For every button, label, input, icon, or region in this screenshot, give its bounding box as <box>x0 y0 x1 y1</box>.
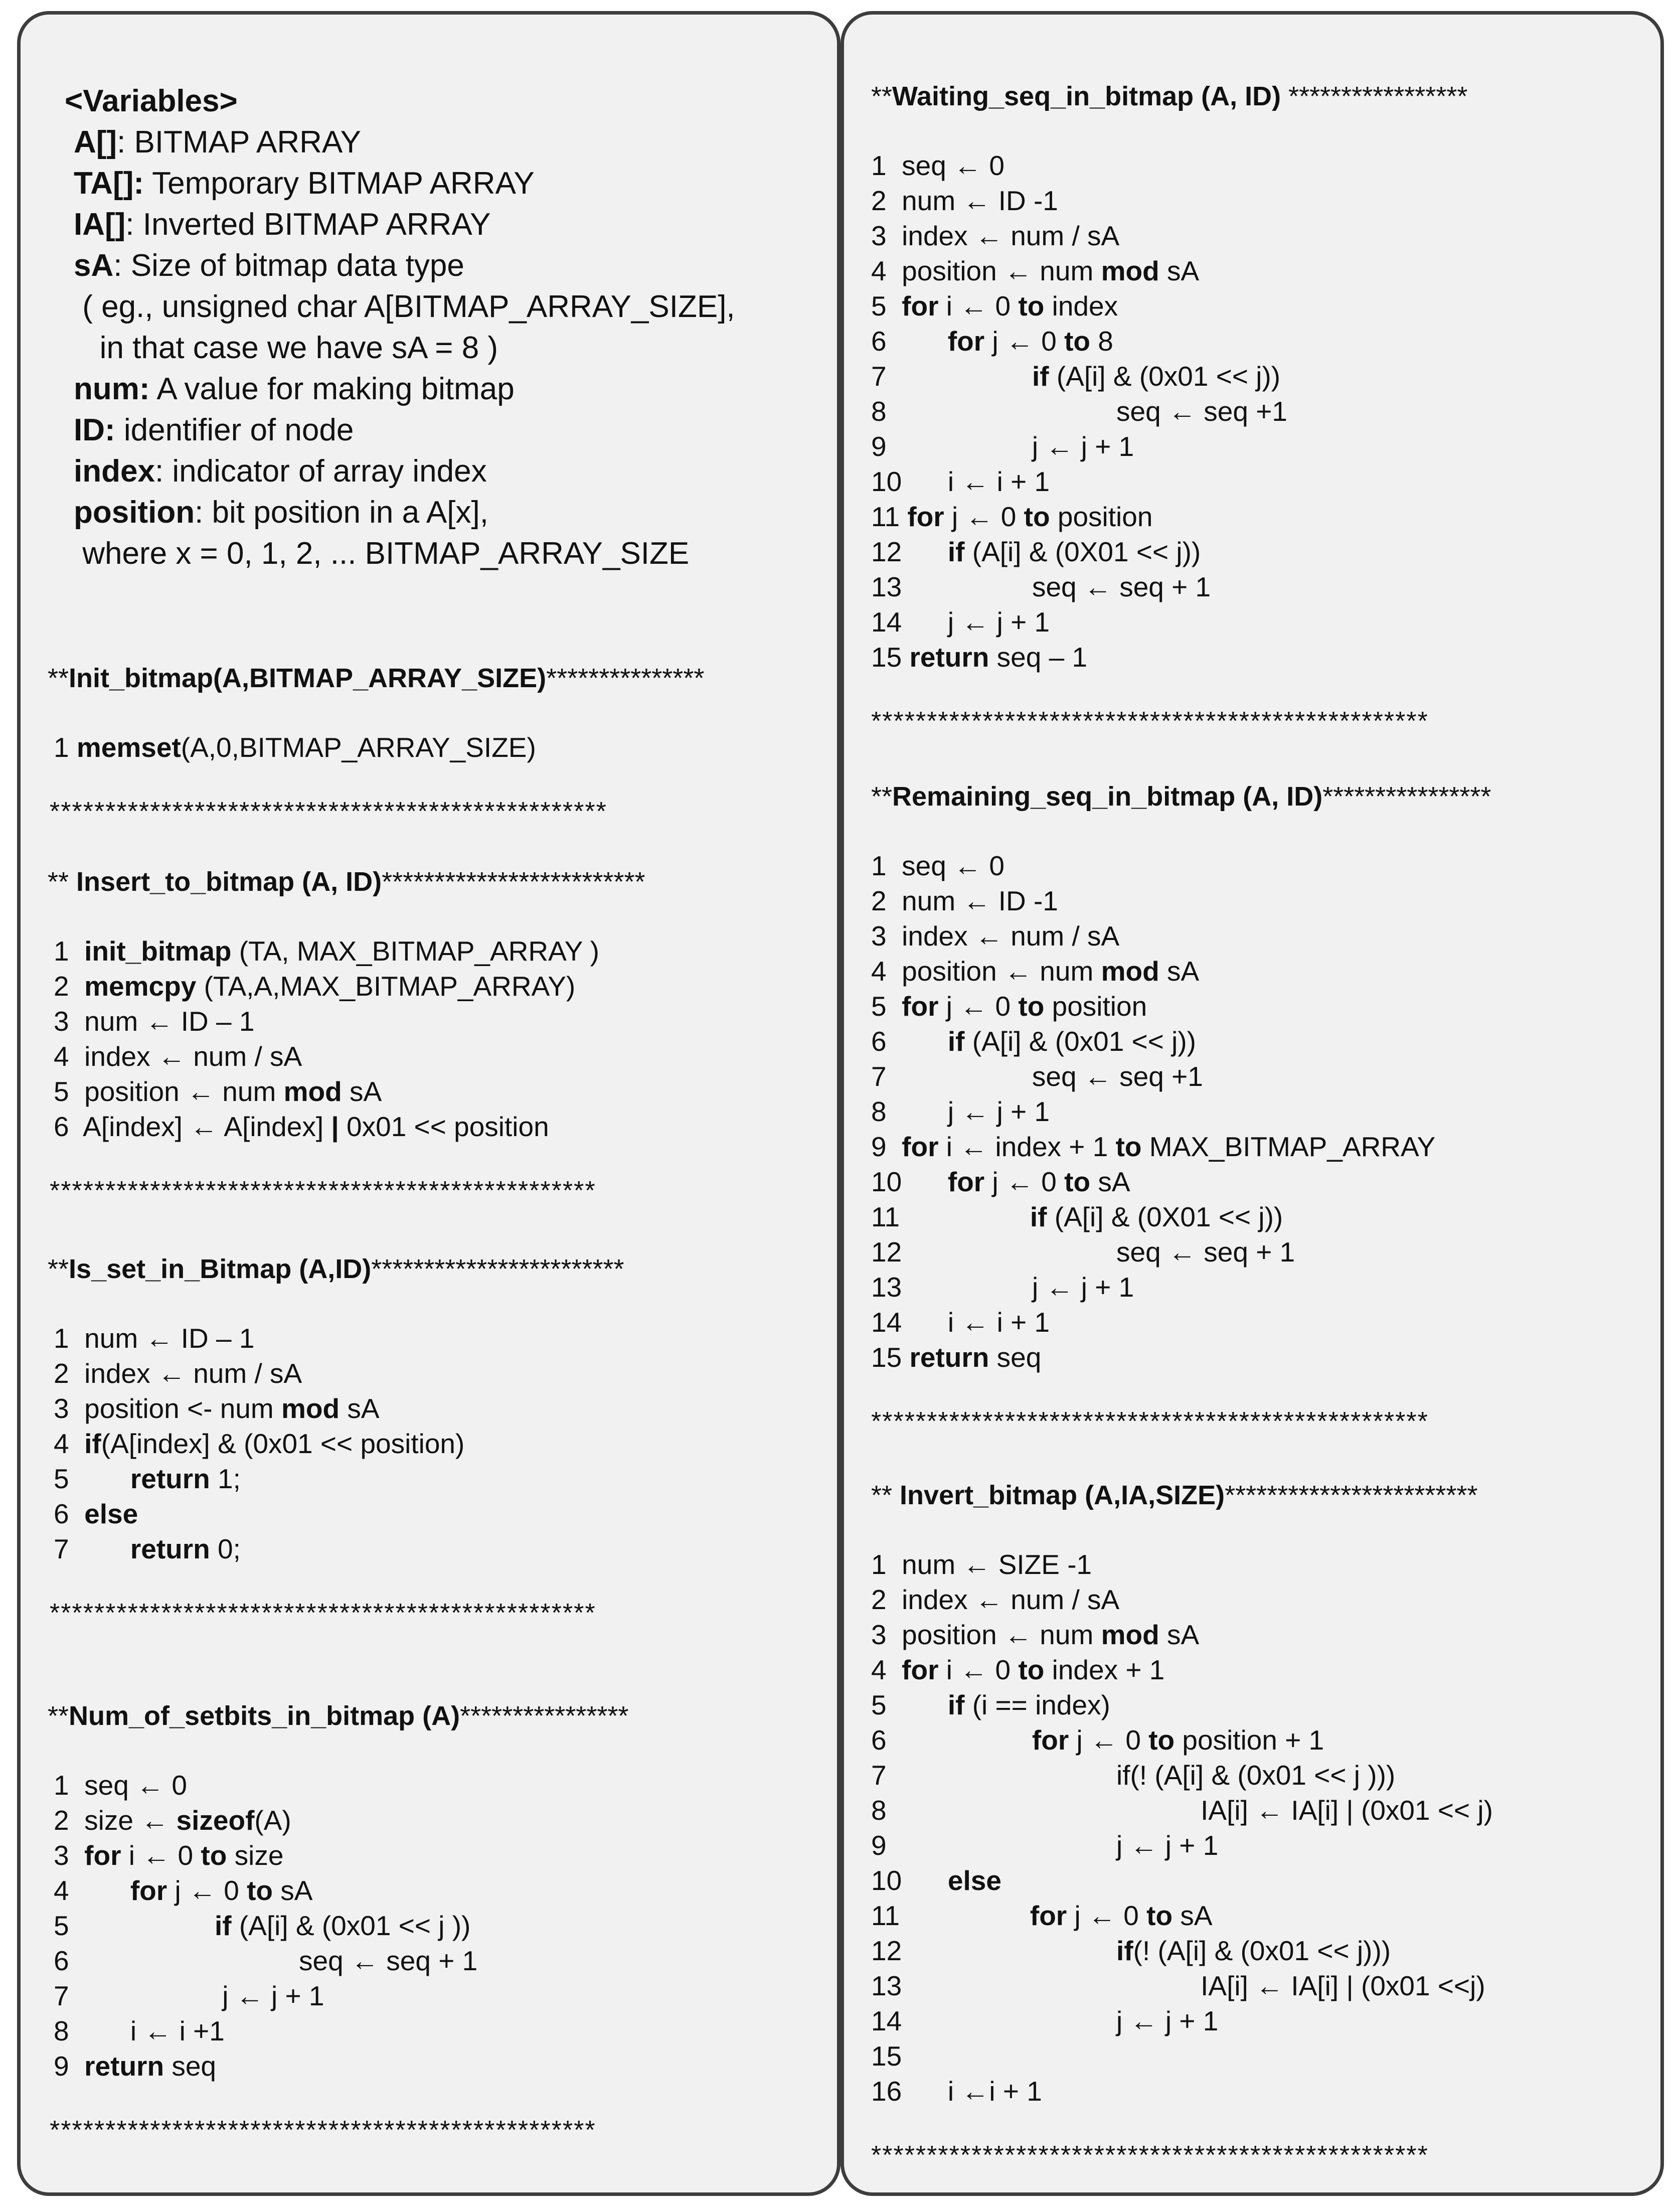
keyword: mod <box>283 1076 342 1107</box>
code-text: **************** <box>1322 781 1491 812</box>
code-text: sA <box>1159 1619 1200 1650</box>
code-line <box>871 918 1119 954</box>
right-code-panel <box>841 11 1664 2196</box>
code-text: ** <box>871 81 893 111</box>
code-text: 8 seq ← seq +1 <box>871 396 1287 427</box>
code-text: 15 <box>871 1342 910 1373</box>
keyword: ID: <box>74 413 115 447</box>
code-text: 6 A[index] ← A[index] <box>54 1111 331 1142</box>
keyword: Waiting_seq_in_bitmap (A, ID) <box>892 81 1281 111</box>
code-line <box>54 1039 302 1074</box>
code-text: 5 <box>871 1689 948 1720</box>
code-text: 8 <box>1090 326 1113 357</box>
section-divider: ************************************************** <box>871 1407 1429 1436</box>
code-text: 10 <box>871 1865 948 1896</box>
algorithm-header <box>48 1251 624 1287</box>
code-text: ** <box>48 867 77 897</box>
keyword: if <box>84 1428 101 1459</box>
code-text: **************** <box>460 1701 629 1731</box>
code-line <box>871 1722 1324 1758</box>
code-text: sA <box>273 1875 313 1906</box>
code-text: j ← 0 <box>167 1875 247 1906</box>
code-line <box>871 2038 902 2074</box>
keyword: to <box>1018 290 1045 322</box>
keyword: init_bitmap <box>84 935 232 967</box>
code-line <box>871 2003 1218 2038</box>
code-line <box>54 1943 477 1978</box>
keyword: for <box>947 326 985 357</box>
keyword: for <box>1030 1900 1067 1931</box>
code-line <box>871 1270 1134 1305</box>
code-line <box>54 1838 283 1873</box>
code-text: size <box>227 1840 284 1871</box>
code-text: 1 num ← SIZE -1 <box>871 1549 1092 1580</box>
code-text: 4 index ← num / sA <box>54 1041 302 1072</box>
variable-definition <box>74 245 464 286</box>
code-line <box>54 1803 291 1838</box>
code-line <box>871 569 1211 604</box>
code-line <box>871 640 1087 675</box>
code-line <box>54 1978 324 2013</box>
keyword: if <box>1032 361 1049 392</box>
code-line <box>54 1426 464 1461</box>
code-text: sA <box>1159 956 1200 987</box>
keyword: index <box>74 454 155 489</box>
variable-definition <box>74 328 498 369</box>
code-text: seq – 1 <box>989 642 1088 673</box>
keyword: to <box>1115 1131 1142 1162</box>
code-text: (TA, MAX_BITMAP_ARRAY ) <box>231 935 599 967</box>
code-line <box>871 464 1050 499</box>
code-text: ** <box>48 663 69 693</box>
code-text: ** <box>871 1480 900 1510</box>
code-line <box>871 2074 1042 2109</box>
code-text: (i == index) <box>964 1689 1110 1720</box>
code-text: (A[index] & (0x01 << position) <box>101 1428 465 1459</box>
code-line <box>871 1968 1485 2003</box>
keyword: to <box>247 1875 273 1906</box>
code-line <box>871 394 1287 429</box>
code-line <box>54 2048 216 2084</box>
code-text: position <box>1044 991 1147 1022</box>
code-line <box>871 218 1119 253</box>
code-text: (! (A[i] & (0x01 << j))) <box>1133 1935 1391 1966</box>
code-line <box>871 848 1004 883</box>
code-text: 2 num ← ID -1 <box>871 885 1058 916</box>
algorithm-header <box>48 864 645 899</box>
code-text: sA <box>1172 1900 1213 1931</box>
code-text: 0; <box>210 1533 241 1564</box>
code-line <box>871 148 1004 183</box>
algorithm-header <box>48 1698 628 1733</box>
code-line <box>54 1004 254 1039</box>
keyword: if <box>214 1910 232 1941</box>
code-line <box>871 1617 1199 1652</box>
code-line <box>871 1652 1164 1687</box>
keyword: | <box>331 1111 339 1142</box>
code-text: i ← index + 1 <box>938 1131 1116 1162</box>
keyword: return <box>130 1533 210 1564</box>
code-text: position <box>1050 501 1153 532</box>
code-text: MAX_BITMAP_ARRAY <box>1141 1131 1436 1162</box>
code-text: 13 IA[i] ← IA[i] | (0x01 <<j) <box>871 1970 1485 2001</box>
code-line <box>871 1898 1213 1933</box>
code-text: 16 i ←i + 1 <box>871 2076 1042 2107</box>
code-text: 14 i ← i + 1 <box>871 1307 1050 1338</box>
code-line <box>871 359 1280 394</box>
code-text: 5 <box>871 991 902 1022</box>
code-text: 2 size ← <box>54 1805 177 1836</box>
algorithm-header <box>871 779 1491 814</box>
keyword: for <box>902 991 939 1022</box>
keyword: Invert_bitmap (A,IA,SIZE) <box>900 1480 1225 1510</box>
keyword: for <box>902 1654 939 1685</box>
section-divider: ************************************************** <box>871 707 1429 736</box>
code-text: i ← 0 <box>121 1840 201 1871</box>
code-text: 13 seq ← seq + 1 <box>871 571 1211 602</box>
keyword: return <box>84 2050 164 2082</box>
variable-definition <box>74 204 491 245</box>
code-text: (TA,A,MAX_BITMAP_ARRAY) <box>196 971 576 1002</box>
code-text: (A[i] & (0x01 << j)) <box>964 1026 1196 1057</box>
code-text: 15 <box>871 642 910 673</box>
keyword: to <box>1064 326 1091 357</box>
keyword: to <box>1018 991 1045 1022</box>
code-text: 11 <box>871 1201 1030 1232</box>
code-text: 1 seq ← 0 <box>871 150 1004 181</box>
code-text: 5 position ← num <box>54 1076 284 1107</box>
code-text: 3 position ← num <box>871 1619 1101 1650</box>
code-text: 2 index ← num / sA <box>871 1584 1120 1615</box>
keyword: else <box>947 1865 1001 1896</box>
code-text: 1 num ← ID – 1 <box>54 1323 255 1354</box>
keyword: to <box>1024 501 1050 532</box>
keyword: to <box>1148 1724 1175 1756</box>
code-text: 8 j ← j + 1 <box>871 1096 1050 1127</box>
code-line <box>54 1531 241 1566</box>
code-text: A value for making bitmap <box>149 372 515 406</box>
keyword: Init_bitmap(A,BITMAP_ARRAY_SIZE) <box>69 663 547 693</box>
code-text: 1 <box>54 732 77 763</box>
code-text: j ← 0 <box>944 501 1024 532</box>
keyword: for <box>1032 1724 1069 1756</box>
code-text: identifier of node <box>115 413 354 447</box>
code-line <box>54 1873 313 1908</box>
code-text: ** <box>48 1254 69 1284</box>
keyword: memcpy <box>84 971 197 1002</box>
code-text: 8 i ← i +1 <box>54 2015 225 2046</box>
section-divider: ************************************************** <box>871 2141 1429 2170</box>
code-text: ***************** <box>1281 81 1468 111</box>
code-text: (A[i] & (0X01 << j)) <box>1047 1201 1283 1232</box>
keyword: to <box>1018 1654 1045 1685</box>
keyword: mod <box>1101 255 1159 286</box>
code-text: 7 j ← j + 1 <box>54 1980 324 2011</box>
code-text: ** <box>48 1701 69 1731</box>
algorithm-header <box>48 661 704 696</box>
keyword: for <box>84 1840 121 1871</box>
code-text: 6 seq ← seq + 1 <box>54 1945 478 1976</box>
keyword: for <box>947 1166 985 1197</box>
code-line <box>871 1933 1391 1968</box>
code-text: 4 position ← num <box>871 255 1101 286</box>
code-text: *************** <box>546 663 705 693</box>
code-text: 9 j ← j + 1 <box>871 431 1134 462</box>
code-line <box>871 1024 1196 1059</box>
code-text: in that case we have sA = 8 ) <box>74 331 498 365</box>
code-text: 5 <box>54 1910 215 1941</box>
code-line <box>871 1793 1493 1828</box>
code-text: where x = 0, 1, 2, ... BITMAP_ARRAY_SIZE <box>74 536 690 571</box>
keyword: to <box>1064 1166 1091 1197</box>
code-line <box>871 288 1118 324</box>
code-text: 15 <box>871 2040 902 2072</box>
code-line <box>871 1582 1119 1617</box>
keyword: if <box>1030 1201 1047 1232</box>
keyword: for <box>902 290 939 322</box>
code-text: j ← 0 <box>984 326 1065 357</box>
code-line <box>871 183 1058 218</box>
code-text: 6 <box>871 1026 948 1057</box>
code-text: 12 <box>871 1935 1117 1966</box>
code-line <box>871 604 1050 640</box>
code-text: j ← 0 <box>984 1166 1065 1197</box>
algorithm-header <box>871 79 1467 114</box>
code-line <box>54 1109 549 1144</box>
keyword: num: <box>74 372 150 406</box>
variable-definition <box>74 492 488 533</box>
code-text: sA <box>342 1076 382 1107</box>
code-line <box>871 1687 1110 1722</box>
keyword: sA <box>74 248 114 283</box>
section-divider: ************************************************** <box>50 797 607 826</box>
code-text: 9 <box>54 2050 85 2082</box>
code-text: (A[i] & (0x01 << j )) <box>231 1910 471 1941</box>
code-line <box>871 534 1201 569</box>
code-text: 6 <box>54 1498 85 1529</box>
keyword: if <box>1116 1935 1133 1966</box>
variables-heading: <Variables> <box>65 84 238 118</box>
keyword: for <box>907 501 944 532</box>
code-line <box>54 1496 138 1531</box>
code-line <box>871 954 1199 989</box>
code-line <box>871 253 1199 288</box>
code-text: (A[i] & (0X01 << j)) <box>964 536 1201 567</box>
code-text: 3 position <- num <box>54 1393 281 1424</box>
section-divider: ************************************************* <box>50 1599 596 1628</box>
code-text: : indicator of array index <box>154 454 487 489</box>
keyword: return <box>909 642 989 673</box>
code-text: ************************ <box>1225 1480 1478 1510</box>
code-text: 8 IA[i] ← IA[i] | (0x01 << j) <box>871 1795 1493 1826</box>
code-text: seq <box>989 1342 1042 1373</box>
code-text: 4 <box>871 1654 902 1685</box>
code-line <box>871 1234 1295 1270</box>
keyword: sizeof <box>176 1805 255 1836</box>
code-line <box>871 429 1134 464</box>
code-text: : bit position in a A[x], <box>195 495 488 530</box>
keyword: Is_set_in_Bitmap (A,ID) <box>69 1254 372 1284</box>
keyword: mod <box>1101 1619 1159 1650</box>
code-text: i ← 0 <box>938 1654 1019 1685</box>
code-text: 2 <box>54 971 85 1002</box>
code-text: 7 seq ← seq +1 <box>871 1061 1203 1092</box>
code-text: 3 <box>54 1840 85 1871</box>
section-divider: ************************************************* <box>50 2116 596 2145</box>
code-text: (A[i] & (0x01 << j)) <box>1049 361 1281 392</box>
code-text: 3 index ← num / sA <box>871 220 1120 251</box>
keyword: for <box>130 1875 167 1906</box>
code-line <box>54 1461 241 1496</box>
code-text: 4 <box>54 1875 130 1906</box>
keyword: IA[] <box>74 207 126 242</box>
code-text: 11 <box>871 501 908 532</box>
code-text: : BITMAP ARRAY <box>117 125 362 160</box>
code-text: 3 index ← num / sA <box>871 920 1120 952</box>
variable-definition <box>74 122 361 163</box>
code-text: j ← 0 <box>1067 1900 1147 1931</box>
code-text: 5 <box>871 290 902 322</box>
keyword: to <box>201 1840 227 1871</box>
code-text: ** <box>871 781 893 812</box>
code-line <box>871 1129 1435 1164</box>
code-text: 4 position ← num <box>871 956 1101 987</box>
code-text: index + 1 <box>1044 1654 1165 1685</box>
code-line <box>871 1340 1041 1375</box>
keyword: for <box>902 1131 939 1162</box>
keyword: if <box>947 1689 965 1720</box>
code-text: i ← 0 <box>938 290 1019 322</box>
code-text: 7 <box>54 1533 130 1564</box>
keyword: Insert_to_bitmap (A, ID) <box>76 867 382 897</box>
code-text: 1 <box>54 935 85 967</box>
variable-definition <box>74 369 515 410</box>
code-line <box>871 1164 1130 1199</box>
code-text: sA <box>1090 1166 1130 1197</box>
code-text: 13 j ← j + 1 <box>871 1272 1134 1303</box>
code-text: 3 num ← ID – 1 <box>54 1006 255 1037</box>
section-divider: ************************************************* <box>50 1176 596 1205</box>
code-line <box>54 730 536 765</box>
code-text: 1 seq ← 0 <box>871 850 1004 881</box>
code-line <box>871 499 1152 534</box>
code-line <box>871 1199 1283 1234</box>
code-text: 14 j ← j + 1 <box>871 2005 1219 2036</box>
code-text: 10 i ← i + 1 <box>871 466 1050 497</box>
code-text: 12 <box>871 536 948 567</box>
code-text: ************************ <box>371 1254 624 1284</box>
code-line <box>871 1863 1001 1898</box>
code-text: sA <box>1159 255 1200 286</box>
code-line <box>871 1059 1203 1094</box>
code-text: sA <box>340 1393 380 1424</box>
keyword: if <box>947 536 965 567</box>
code-line <box>54 969 575 1004</box>
keyword: Remaining_seq_in_bitmap (A, ID) <box>892 781 1323 812</box>
code-text: : Size of bitmap data type <box>113 248 464 283</box>
code-text: position + 1 <box>1174 1724 1324 1756</box>
keyword: if <box>947 1026 965 1057</box>
code-text: 10 <box>871 1166 948 1197</box>
code-text: 11 <box>871 1900 1030 1931</box>
code-text: seq <box>164 2050 217 2082</box>
code-line <box>54 1356 302 1391</box>
code-line <box>54 933 599 969</box>
code-line <box>871 1305 1050 1340</box>
left-code-panel <box>17 11 841 2196</box>
code-text: 12 seq ← seq + 1 <box>871 1236 1295 1268</box>
code-text: 9 j ← j + 1 <box>871 1830 1219 1861</box>
keyword: memset <box>76 732 181 763</box>
code-line <box>871 883 1058 918</box>
code-text: (A,0,BITMAP_ARRAY_SIZE) <box>181 732 536 763</box>
code-line <box>871 1828 1218 1863</box>
code-text: Temporary BITMAP ARRAY <box>143 166 535 201</box>
code-text: 14 j ← j + 1 <box>871 606 1050 638</box>
code-text: 6 <box>871 326 948 357</box>
code-text: 1; <box>210 1463 241 1494</box>
variable-definition <box>74 286 735 328</box>
code-text: 2 num ← ID -1 <box>871 185 1058 216</box>
variable-definition <box>74 410 354 451</box>
code-text: index <box>1044 290 1118 322</box>
algorithm-header <box>871 1478 1478 1513</box>
code-line <box>54 1321 254 1356</box>
code-text: 2 index ← num / sA <box>54 1358 302 1389</box>
code-text: ( eg., unsigned char A[BITMAP_ARRAY_SIZE], <box>74 289 735 324</box>
code-text: : Inverted BITMAP ARRAY <box>125 207 491 242</box>
variable-definition <box>74 163 535 204</box>
keyword: to <box>1146 1900 1173 1931</box>
keyword: mod <box>281 1393 340 1424</box>
keyword: mod <box>1101 956 1159 987</box>
code-line <box>54 1074 382 1109</box>
code-text: 4 <box>54 1428 85 1459</box>
code-text: 6 <box>871 1724 1032 1756</box>
variable-definition <box>74 451 487 492</box>
code-text: 7 <box>871 361 1032 392</box>
variable-definition <box>74 533 689 574</box>
code-text: 1 seq ← 0 <box>54 1770 187 1801</box>
code-line <box>871 1547 1092 1582</box>
keyword: else <box>84 1498 138 1529</box>
code-line <box>871 1758 1395 1793</box>
keyword: return <box>909 1342 989 1373</box>
keyword: position <box>74 495 195 530</box>
code-text: 5 <box>54 1463 130 1494</box>
keyword: TA[]: <box>74 166 144 201</box>
code-text: 0x01 << position <box>339 1111 549 1142</box>
code-line <box>54 2013 225 2048</box>
code-line <box>54 1908 470 1943</box>
code-line <box>871 324 1113 359</box>
code-text: j ← 0 <box>938 991 1019 1022</box>
code-text: j ← 0 <box>1069 1724 1149 1756</box>
code-line <box>871 1094 1050 1129</box>
code-text: 7 if(! (A[i] & (0x01 << j ))) <box>871 1760 1396 1791</box>
code-line <box>54 1391 380 1426</box>
keyword: return <box>130 1463 210 1494</box>
code-text: ************************* <box>382 867 645 897</box>
code-text: (A) <box>254 1805 291 1836</box>
keyword: A[] <box>74 125 117 160</box>
code-line <box>871 989 1147 1024</box>
code-line <box>54 1768 187 1803</box>
keyword: Num_of_setbits_in_bitmap (A) <box>69 1701 460 1731</box>
code-text: 9 <box>871 1131 902 1162</box>
